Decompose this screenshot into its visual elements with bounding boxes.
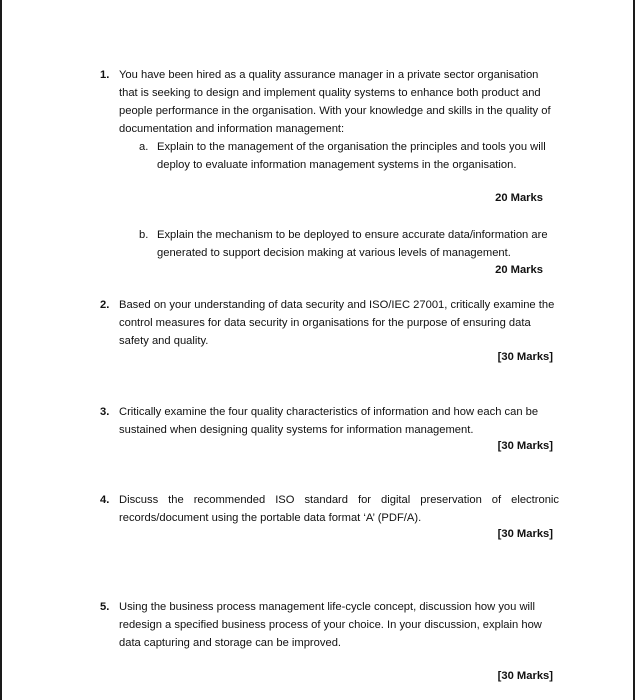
question-text: Critically examine the four quality characteristics of information and how each can be sustained when designing quality systems for information management. (119, 406, 539, 436)
part-letter: b. (139, 229, 149, 241)
marks-2: [30 Marks] (497, 351, 553, 363)
question-number: 3. (100, 406, 110, 418)
question-text: Based on your understanding of data security and ISO/IEC 27001, critically examine the control measures for data security in organisations for the purpose of ensuring data safety and quality. (119, 299, 555, 347)
marks-1b: 20 Marks (495, 264, 543, 276)
marks-1a: 20 Marks (495, 192, 543, 204)
part-text: Explain to the management of the organisation the principles and tools you will deploy to evaluate information management systems in the organisation. (157, 141, 546, 171)
question-number: 2. (100, 299, 110, 311)
question-text: You have been hired as a quality assurance manager in a private sector organisation that is seeking to design and implement quality systems to enhance both product and people performance in the organisation. With your knowledge and skills in the quality of documentation and information management: (119, 69, 551, 135)
marks-3: [30 Marks] (497, 440, 553, 452)
question-number: 1. (100, 69, 110, 81)
question-text: Discuss the recommended ISO standard for digital preservation of electronic records/document using the portable data format ‘A’ (PDF/A). (119, 494, 559, 524)
marks-5: [30 Marks] (497, 670, 553, 682)
question-number: 5. (100, 601, 110, 613)
marks-4: [30 Marks] (497, 528, 553, 540)
question-number: 4. (100, 494, 110, 506)
part-letter: a. (139, 141, 149, 153)
part-text: Explain the mechanism to be deployed to ensure accurate data/information are generated to support decision making at various levels of management. (157, 229, 548, 259)
question-text: Using the business process management life-cycle concept, discussion how you will redesign a specified business process of your choice. In your discussion, explain how data capturing and storage can be improved. (119, 601, 542, 649)
